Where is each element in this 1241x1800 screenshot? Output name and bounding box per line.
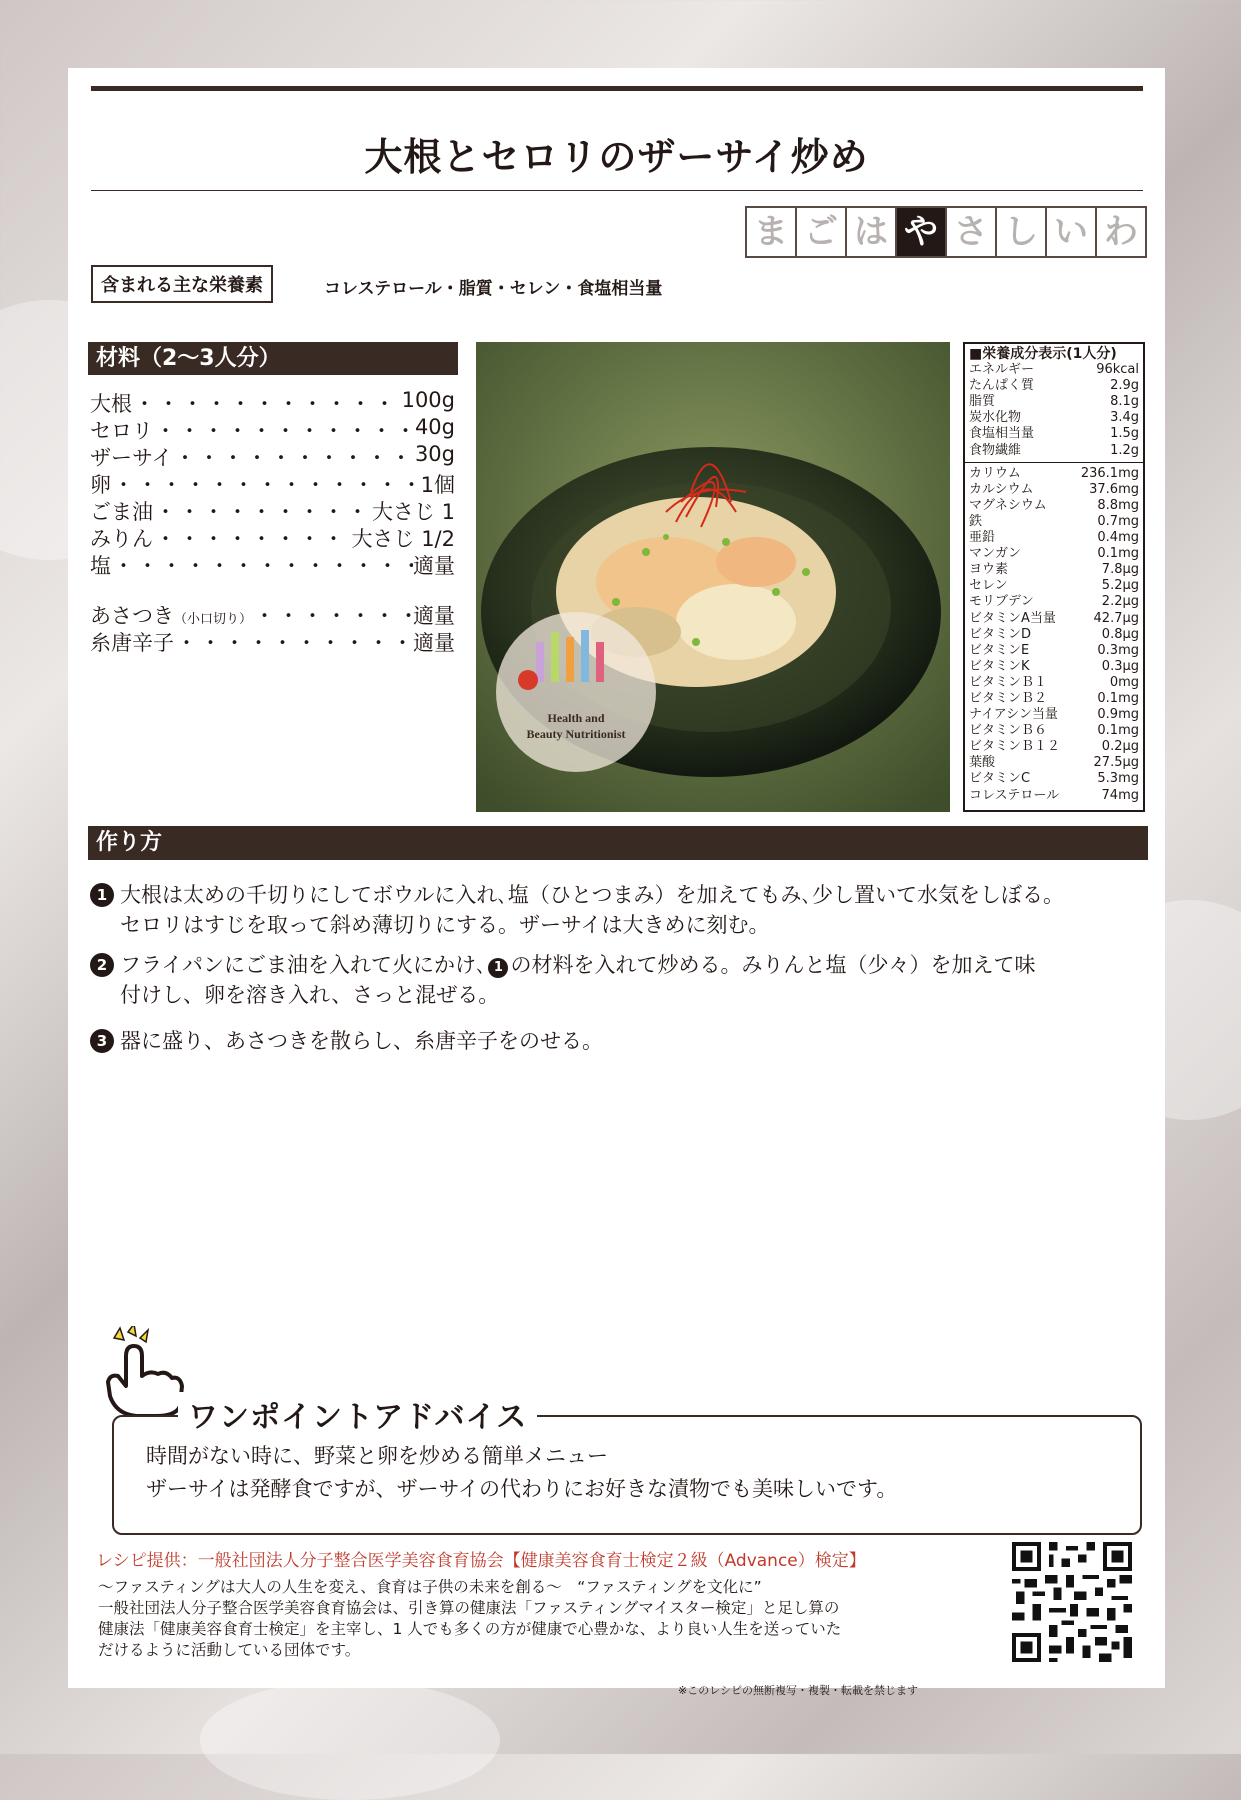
advice-line: 時間がない時に、野菜と卵を炒める簡単メニュー: [146, 1444, 608, 1468]
step-text: フライパンにごま油を入れて火にかけ､ 1 の材料を入れて炒める。みりんと塩（少々）を加えて味: [120, 953, 1036, 977]
nutrition-row: カリウム 236.1mg: [969, 465, 1139, 481]
mago-cell: は: [845, 208, 895, 256]
step-number: 1: [90, 883, 114, 907]
logo-text-line2: Beauty Nutritionist: [526, 727, 626, 741]
nutrition-row: 脂質 8.1g: [969, 394, 1139, 410]
footer-line: 健康法「健康美容食育士検定」を主宰し、1 人でも多くの方が健康で心豊かな、より良い人生を送っていた: [98, 1620, 842, 1638]
nutrition-row: 食物繊維 1.2g: [969, 442, 1139, 458]
nutrition-row: カルシウム 37.6mg: [969, 481, 1139, 497]
ingredient-row: 塩 ・・・・・・・・・・・・・・・・・・・・・・・・・・・・ 適量: [90, 550, 455, 580]
mago-cell: ご: [795, 208, 845, 256]
ingredient-row: ザーサイ ・・・・・・・・・・・・・・・・・・・・・・・・・・・・ 30g: [90, 442, 455, 472]
copyright-note: ※このレシピの無断複写・複製・転載を禁じます: [678, 1684, 918, 1697]
nutrition-row: ビタミンＢ１ 0mg: [969, 674, 1139, 690]
nutrition-row: 鉄 0.7mg: [969, 513, 1139, 529]
step-1: [90, 880, 1150, 940]
nutrition-row: セレン 5.2μg: [969, 578, 1139, 594]
nutrition-row: モリブデン 2.2μg: [969, 594, 1139, 610]
nutrition-table: [963, 342, 1145, 812]
nutrition-row: ビタミンＢ２ 0.1mg: [969, 690, 1139, 706]
mago-cell-active: や: [895, 208, 945, 256]
dish-photo: [476, 342, 950, 812]
qr-code-icon[interactable]: [1012, 1542, 1132, 1662]
nutrients-label: 含まれる主な栄養素: [91, 265, 273, 303]
steps-heading: 作り方: [88, 826, 1148, 860]
ingredient-row: みりん ・・・・・・・・・・・・・・・・・・・・・・・・・・・・ 大さじ 1/2: [90, 523, 455, 553]
ingredient-row: 卵 ・・・・・・・・・・・・・・・・・・・・・・・・・・・・ 1個: [90, 469, 455, 499]
step-ref: 1: [488, 958, 508, 978]
advice-title: ワンポイントアドバイス: [178, 1392, 537, 1436]
pointing-hand-icon: [106, 1326, 186, 1420]
step-3: [90, 1026, 1150, 1056]
footer-line: だけるように活動している団体です。: [98, 1641, 361, 1659]
mago-cell: し: [995, 208, 1045, 256]
step-2: [90, 950, 1150, 1010]
nutrition-row: 食塩相当量 1.5g: [969, 426, 1139, 442]
ingredient-row: 糸唐辛子 ・・・・・・・・・・・・・・・・・・・・・・・・・・・・ 適量: [90, 627, 455, 657]
nutrition-row: コレステロール 74mg: [969, 787, 1139, 803]
nutrition-row: マグネシウム 8.8mg: [969, 497, 1139, 513]
nutrients-items: コレステロール・脂質・セレン・食塩相当量: [324, 279, 663, 299]
logo-text-line1: Health and: [547, 711, 605, 725]
ingredient-row: セロリ ・・・・・・・・・・・・・・・・・・・・・・・・・・・・ 40g: [90, 415, 455, 445]
nutrition-row: ナイアシン当量 0.9mg: [969, 707, 1139, 723]
mago-cell: さ: [945, 208, 995, 256]
nutrition-row: たんぱく質 2.9g: [969, 378, 1139, 394]
title-rule: [91, 190, 1143, 191]
step-text: セロリはすじを取って斜め薄切りにする。ザーサイは大きめに刻む。: [120, 913, 770, 937]
mago-cell: ま: [754, 212, 788, 252]
ingredients-heading: 材料（2〜3人分）: [88, 342, 458, 375]
nutrition-row: ビタミンＢ１２ 0.2μg: [969, 739, 1139, 755]
nutrition-row: ビタミンD 0.8μg: [969, 626, 1139, 642]
nutrition-heading: ■栄養成分表示(1人分): [969, 346, 1117, 362]
nutrition-row: 亜鉛 0.4mg: [969, 530, 1139, 546]
nutrition-row: マンガン 0.1mg: [969, 546, 1139, 562]
nutrition-row: ビタミンＢ６ 0.1mg: [969, 723, 1139, 739]
footer-line: 〜ファスティングは大人の人生を変え、食育は子供の未来を創る〜 “ファスティングを文化に”: [98, 1578, 762, 1596]
recipe-sheet: [68, 68, 1165, 1697]
nutrition-row: ビタミンC 5.3mg: [969, 771, 1139, 787]
nutrition-row: ビタミンA当量 42.7μg: [969, 610, 1139, 626]
magowayasashii-indicator: [745, 206, 1147, 258]
step-text: 大根は太めの千切りにしてボウルに入れ､塩（ひとつまみ）を加えてもみ､少し置いて水気をしぼる。: [120, 883, 1064, 907]
ingredient-row: あさつき（小口切り） ・・・・・・・・・・・・・・・・・・・・・・・・・・・・ 適量: [90, 600, 455, 630]
nutrition-row: ビタミンE 0.3mg: [969, 642, 1139, 658]
top-rule: [91, 86, 1143, 91]
nutrition-row: ヨウ素 7.8μg: [969, 562, 1139, 578]
step-number: 2: [90, 953, 114, 977]
step-text: 付けし、卵を溶き入れ、さっと混ぜる。: [120, 983, 500, 1007]
nutrition-row: 葉酸 27.5μg: [969, 755, 1139, 771]
footer-line: 一般社団法人分子整合医学美容食育協会は、引き算の健康法「ファスティングマイスター検定」と足し算の: [98, 1599, 840, 1617]
mago-cell: わ: [1095, 208, 1145, 256]
page-title: 大根とセロリのザーサイ炒め: [364, 135, 869, 179]
nutrition-row: 炭水化物 3.4g: [969, 410, 1139, 426]
step-text: 器に盛り、あさつきを散らし、糸唐辛子をのせる。: [120, 1029, 603, 1053]
advice-line: ザーサイは発酵食ですが、ザーサイの代わりにお好きな漬物でも美味しいです。: [146, 1477, 898, 1501]
nutrition-row: エネルギー 96kcal: [969, 362, 1139, 378]
ingredient-row: 大根 ・・・・・・・・・・・・・・・・・・・・・・・・・・・・ 100g: [90, 388, 455, 418]
recipe-credit: レシピ提供：一般社団法人分子整合医学美容食育協会【健康美容食育士検定２級（Advance）検定】: [96, 1551, 866, 1571]
ingredient-row: ごま油 ・・・・・・・・・・・・・・・・・・・・・・・・・・・・ 大さじ 1: [90, 496, 455, 526]
step-number: 3: [90, 1029, 114, 1053]
mago-cell: い: [1045, 208, 1095, 256]
nutrition-row: ビタミンK 0.3μg: [969, 658, 1139, 674]
